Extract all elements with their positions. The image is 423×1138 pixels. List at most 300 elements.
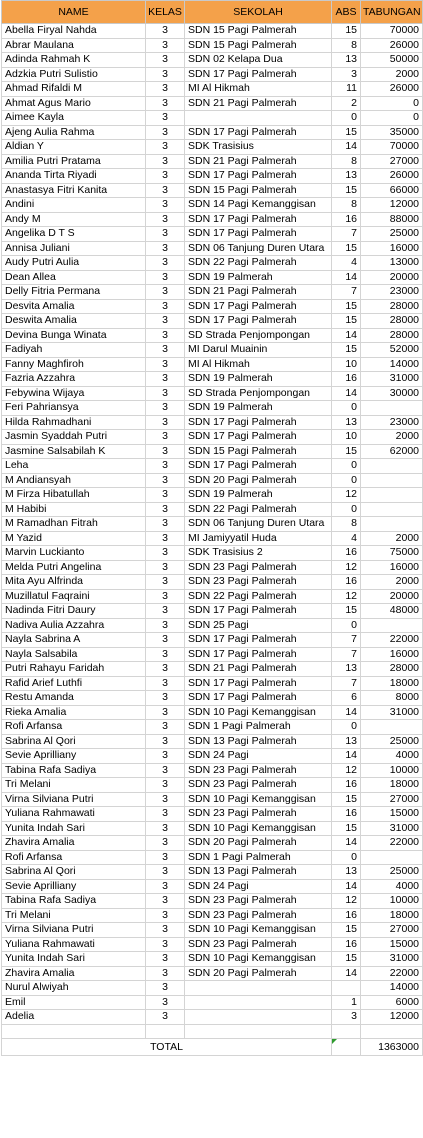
sekolah-cell[interactable] [185, 981, 332, 996]
tabungan-cell[interactable]: 4000 [361, 879, 423, 894]
name-cell[interactable]: Nurul Alwiyah [2, 981, 146, 996]
abs-cell[interactable]: 14 [332, 836, 361, 851]
sekolah-cell[interactable]: SDN 13 Pagi Palmerah [185, 865, 332, 880]
cell[interactable] [361, 1024, 423, 1039]
sekolah-cell[interactable]: SDN 1 Pagi Palmerah [185, 720, 332, 735]
kelas-cell[interactable]: 3 [146, 488, 185, 503]
kelas-cell[interactable]: 3 [146, 502, 185, 517]
abs-cell[interactable]: 13 [332, 865, 361, 880]
kelas-cell[interactable]: 3 [146, 821, 185, 836]
name-cell[interactable]: Yuliana Rahmawati [2, 807, 146, 822]
abs-cell[interactable]: 4 [332, 256, 361, 271]
tabungan-cell[interactable]: 62000 [361, 444, 423, 459]
abs-cell[interactable]: 0 [332, 401, 361, 416]
name-cell[interactable]: Febywina Wijaya [2, 386, 146, 401]
sekolah-cell[interactable]: SDN 15 Pagi Palmerah [185, 38, 332, 53]
tabungan-cell[interactable]: 23000 [361, 285, 423, 300]
sekolah-cell[interactable]: SDN 23 Pagi Palmerah [185, 575, 332, 590]
sekolah-cell[interactable]: SDN 17 Pagi Palmerah [185, 691, 332, 706]
kelas-cell[interactable]: 3 [146, 459, 185, 474]
kelas-cell[interactable]: 3 [146, 343, 185, 358]
abs-cell[interactable]: 6 [332, 691, 361, 706]
kelas-cell[interactable]: 3 [146, 67, 185, 82]
tabungan-cell[interactable] [361, 517, 423, 532]
sekolah-cell[interactable]: SDN 17 Pagi Palmerah [185, 604, 332, 619]
kelas-cell[interactable]: 3 [146, 720, 185, 735]
sekolah-cell[interactable]: SDN 23 Pagi Palmerah [185, 894, 332, 909]
kelas-cell[interactable]: 3 [146, 444, 185, 459]
tabungan-cell[interactable] [361, 459, 423, 474]
tabungan-cell[interactable]: 28000 [361, 299, 423, 314]
abs-cell[interactable]: 3 [332, 67, 361, 82]
abs-cell[interactable]: 14 [332, 879, 361, 894]
tabungan-cell[interactable]: 2000 [361, 531, 423, 546]
kelas-cell[interactable]: 3 [146, 792, 185, 807]
abs-cell[interactable]: 4 [332, 531, 361, 546]
name-cell[interactable]: M Habibi [2, 502, 146, 517]
abs-cell[interactable]: 10 [332, 430, 361, 445]
tabungan-cell[interactable]: 26000 [361, 82, 423, 97]
total-label[interactable]: TOTAL [2, 1039, 332, 1056]
tabungan-cell[interactable]: 0 [361, 111, 423, 126]
tabungan-cell[interactable]: 28000 [361, 314, 423, 329]
kelas-cell[interactable]: 3 [146, 111, 185, 126]
kelas-cell[interactable]: 3 [146, 560, 185, 575]
abs-cell[interactable]: 0 [332, 459, 361, 474]
sekolah-cell[interactable]: SDN 17 Pagi Palmerah [185, 633, 332, 648]
sekolah-cell[interactable]: SDN 22 Pagi Palmerah [185, 589, 332, 604]
name-cell[interactable]: Ahmad Rifaldi M [2, 82, 146, 97]
name-cell[interactable]: Sabrina Al Qori [2, 734, 146, 749]
name-cell[interactable]: Nadinda Fitri Daury [2, 604, 146, 619]
sekolah-cell[interactable]: SDN 23 Pagi Palmerah [185, 807, 332, 822]
abs-cell[interactable]: 16 [332, 778, 361, 793]
sekolah-cell[interactable]: SDN 10 Pagi Kemanggisan [185, 821, 332, 836]
kelas-cell[interactable]: 3 [146, 778, 185, 793]
name-cell[interactable]: Melda Putri Angelina [2, 560, 146, 575]
sekolah-cell[interactable]: SDN 10 Pagi Kemanggisan [185, 923, 332, 938]
tabungan-cell[interactable]: 13000 [361, 256, 423, 271]
sekolah-cell[interactable]: SDN 13 Pagi Palmerah [185, 734, 332, 749]
kelas-cell[interactable]: 3 [146, 894, 185, 909]
sekolah-cell[interactable]: SDN 17 Pagi Palmerah [185, 314, 332, 329]
abs-cell[interactable]: 12 [332, 560, 361, 575]
name-cell[interactable]: Rafid Arief Luthfi [2, 676, 146, 691]
abs-cell[interactable]: 12 [332, 894, 361, 909]
kelas-cell[interactable]: 3 [146, 676, 185, 691]
kelas-cell[interactable]: 3 [146, 531, 185, 546]
kelas-cell[interactable]: 3 [146, 154, 185, 169]
kelas-cell[interactable]: 3 [146, 662, 185, 677]
tabungan-cell[interactable]: 31000 [361, 952, 423, 967]
name-cell[interactable]: Angelika D T S [2, 227, 146, 242]
abs-cell[interactable]: 15 [332, 923, 361, 938]
kelas-cell[interactable]: 3 [146, 328, 185, 343]
tabungan-cell[interactable]: 26000 [361, 38, 423, 53]
kelas-cell[interactable]: 3 [146, 995, 185, 1010]
sekolah-cell[interactable]: SD Strada Penjompongan [185, 386, 332, 401]
kelas-cell[interactable]: 3 [146, 430, 185, 445]
kelas-cell[interactable]: 3 [146, 763, 185, 778]
name-cell[interactable]: Andini [2, 198, 146, 213]
abs-cell[interactable]: 15 [332, 444, 361, 459]
sekolah-cell[interactable]: SDN 14 Pagi Kemanggisan [185, 198, 332, 213]
name-cell[interactable]: M Firza Hibatullah [2, 488, 146, 503]
tabungan-cell[interactable] [361, 488, 423, 503]
sekolah-cell[interactable]: SDK Trasisius 2 [185, 546, 332, 561]
abs-cell[interactable]: 14 [332, 328, 361, 343]
kelas-cell[interactable]: 3 [146, 386, 185, 401]
kelas-cell[interactable]: 3 [146, 169, 185, 184]
kelas-cell[interactable]: 3 [146, 473, 185, 488]
tabungan-cell[interactable]: 16000 [361, 647, 423, 662]
sekolah-cell[interactable]: SDN 17 Pagi Palmerah [185, 415, 332, 430]
sekolah-cell[interactable]: MI Al Hikmah [185, 357, 332, 372]
kelas-cell[interactable]: 3 [146, 937, 185, 952]
tabungan-cell[interactable]: 27000 [361, 792, 423, 807]
name-cell[interactable]: Sevie Aprilliany [2, 749, 146, 764]
header-name[interactable]: NAME [2, 1, 146, 24]
kelas-cell[interactable]: 3 [146, 270, 185, 285]
name-cell[interactable]: Jasmine Salsabilah K [2, 444, 146, 459]
name-cell[interactable]: Annisa Juliani [2, 241, 146, 256]
abs-cell[interactable]: 16 [332, 372, 361, 387]
name-cell[interactable]: Nayla Sabrina A [2, 633, 146, 648]
sekolah-cell[interactable]: SDN 19 Palmerah [185, 488, 332, 503]
abs-cell[interactable]: 0 [332, 720, 361, 735]
sekolah-cell[interactable]: SDN 19 Palmerah [185, 270, 332, 285]
kelas-cell[interactable]: 3 [146, 633, 185, 648]
kelas-cell[interactable]: 3 [146, 415, 185, 430]
kelas-cell[interactable]: 3 [146, 299, 185, 314]
abs-cell[interactable]: 0 [332, 502, 361, 517]
kelas-cell[interactable]: 3 [146, 691, 185, 706]
sekolah-cell[interactable]: SDN 17 Pagi Palmerah [185, 125, 332, 140]
name-cell[interactable]: Fanny Maghfiroh [2, 357, 146, 372]
sekolah-cell[interactable]: SDN 10 Pagi Kemanggisan [185, 792, 332, 807]
tabungan-cell[interactable]: 27000 [361, 154, 423, 169]
tabungan-cell[interactable]: 2000 [361, 575, 423, 590]
name-cell[interactable]: Tabina Rafa Sadiya [2, 763, 146, 778]
abs-cell[interactable]: 12 [332, 589, 361, 604]
tabungan-cell[interactable]: 10000 [361, 894, 423, 909]
abs-cell[interactable]: 2 [332, 96, 361, 111]
tabungan-cell[interactable]: 18000 [361, 908, 423, 923]
name-cell[interactable]: Virna Silviana Putri [2, 923, 146, 938]
kelas-cell[interactable]: 3 [146, 314, 185, 329]
header-abs[interactable]: ABS [332, 1, 361, 24]
tabungan-cell[interactable]: 50000 [361, 53, 423, 68]
name-cell[interactable]: Hilda Rahmadhani [2, 415, 146, 430]
tabungan-cell[interactable]: 6000 [361, 995, 423, 1010]
abs-cell[interactable]: 0 [332, 618, 361, 633]
sekolah-cell[interactable]: SDN 20 Pagi Palmerah [185, 836, 332, 851]
cell[interactable] [2, 1024, 146, 1039]
sekolah-cell[interactable] [185, 111, 332, 126]
tabungan-cell[interactable]: 31000 [361, 705, 423, 720]
kelas-cell[interactable]: 3 [146, 923, 185, 938]
tabungan-cell[interactable] [361, 502, 423, 517]
cell[interactable] [185, 1024, 332, 1039]
name-cell[interactable]: Rofi Arfansa [2, 720, 146, 735]
kelas-cell[interactable]: 3 [146, 749, 185, 764]
name-cell[interactable]: Audy Putri Aulia [2, 256, 146, 271]
abs-cell[interactable]: 13 [332, 662, 361, 677]
abs-cell[interactable]: 16 [332, 546, 361, 561]
abs-cell[interactable]: 16 [332, 212, 361, 227]
abs-cell[interactable]: 16 [332, 807, 361, 822]
sekolah-cell[interactable]: SDN 17 Pagi Palmerah [185, 212, 332, 227]
abs-cell[interactable]: 7 [332, 633, 361, 648]
abs-cell[interactable]: 15 [332, 604, 361, 619]
name-cell[interactable]: Fazria Azzahra [2, 372, 146, 387]
sekolah-cell[interactable]: SDN 17 Pagi Palmerah [185, 169, 332, 184]
tabungan-cell[interactable]: 0 [361, 96, 423, 111]
sekolah-cell[interactable]: SDN 21 Pagi Palmerah [185, 154, 332, 169]
abs-cell[interactable]: 12 [332, 763, 361, 778]
name-cell[interactable]: Nayla Salsabila [2, 647, 146, 662]
abs-cell[interactable]: 14 [332, 749, 361, 764]
header-sekolah[interactable]: SEKOLAH [185, 1, 332, 24]
sekolah-cell[interactable]: SDN 19 Palmerah [185, 401, 332, 416]
tabungan-cell[interactable]: 22000 [361, 836, 423, 851]
sekolah-cell[interactable]: SDN 02 Kelapa Dua [185, 53, 332, 68]
tabungan-cell[interactable]: 16000 [361, 560, 423, 575]
kelas-cell[interactable]: 3 [146, 285, 185, 300]
sekolah-cell[interactable]: SDN 21 Pagi Palmerah [185, 96, 332, 111]
sekolah-cell[interactable]: SDN 10 Pagi Kemanggisan [185, 705, 332, 720]
abs-cell[interactable]: 0 [332, 473, 361, 488]
kelas-cell[interactable]: 3 [146, 908, 185, 923]
tabungan-cell[interactable]: 25000 [361, 734, 423, 749]
abs-cell[interactable]: 10 [332, 357, 361, 372]
abs-cell[interactable]: 14 [332, 705, 361, 720]
kelas-cell[interactable]: 3 [146, 372, 185, 387]
kelas-cell[interactable]: 3 [146, 256, 185, 271]
kelas-cell[interactable]: 3 [146, 401, 185, 416]
sekolah-cell[interactable]: MI Jamiyyatil Huda [185, 531, 332, 546]
name-cell[interactable]: Muzillatul Faqraini [2, 589, 146, 604]
sekolah-cell[interactable]: SDN 21 Pagi Palmerah [185, 285, 332, 300]
tabungan-cell[interactable]: 15000 [361, 807, 423, 822]
kelas-cell[interactable]: 3 [146, 647, 185, 662]
kelas-cell[interactable]: 3 [146, 952, 185, 967]
abs-cell[interactable]: 3 [332, 1010, 361, 1025]
tabungan-cell[interactable]: 26000 [361, 169, 423, 184]
tabungan-cell[interactable]: 15000 [361, 937, 423, 952]
tabungan-cell[interactable]: 10000 [361, 763, 423, 778]
abs-cell[interactable]: 14 [332, 140, 361, 155]
name-cell[interactable]: M Ramadhan Fitrah [2, 517, 146, 532]
sekolah-cell[interactable]: SDN 23 Pagi Palmerah [185, 908, 332, 923]
sekolah-cell[interactable]: SDN 22 Pagi Palmerah [185, 256, 332, 271]
tabungan-cell[interactable] [361, 720, 423, 735]
abs-cell[interactable]: 13 [332, 169, 361, 184]
abs-cell[interactable]: 16 [332, 908, 361, 923]
sekolah-cell[interactable]: SDN 25 Pagi [185, 618, 332, 633]
abs-cell[interactable]: 15 [332, 24, 361, 39]
tabungan-cell[interactable]: 23000 [361, 415, 423, 430]
kelas-cell[interactable]: 3 [146, 140, 185, 155]
name-cell[interactable]: Tri Melani [2, 778, 146, 793]
sekolah-cell[interactable]: SDN 21 Pagi Palmerah [185, 662, 332, 677]
abs-cell[interactable]: 0 [332, 850, 361, 865]
kelas-cell[interactable]: 3 [146, 82, 185, 97]
name-cell[interactable]: Marvin Luckianto [2, 546, 146, 561]
tabungan-cell[interactable]: 25000 [361, 227, 423, 242]
tabungan-cell[interactable]: 20000 [361, 589, 423, 604]
abs-cell[interactable]: 16 [332, 937, 361, 952]
sekolah-cell[interactable]: SDN 24 Pagi [185, 879, 332, 894]
name-cell[interactable]: Deswita Amalia [2, 314, 146, 329]
tabungan-cell[interactable]: 12000 [361, 1010, 423, 1025]
abs-cell[interactable]: 0 [332, 111, 361, 126]
tabungan-cell[interactable]: 18000 [361, 676, 423, 691]
tabungan-cell[interactable]: 2000 [361, 430, 423, 445]
abs-cell[interactable]: 15 [332, 821, 361, 836]
tabungan-cell[interactable]: 20000 [361, 270, 423, 285]
abs-cell[interactable]: 13 [332, 53, 361, 68]
abs-cell[interactable]: 15 [332, 952, 361, 967]
name-cell[interactable]: Sevie Aprilliany [2, 879, 146, 894]
sekolah-cell[interactable]: SDN 15 Pagi Palmerah [185, 183, 332, 198]
abs-cell[interactable] [332, 981, 361, 996]
kelas-cell[interactable]: 3 [146, 546, 185, 561]
name-cell[interactable]: Putri Rahayu Faridah [2, 662, 146, 677]
kelas-cell[interactable]: 3 [146, 53, 185, 68]
name-cell[interactable]: Fadiyah [2, 343, 146, 358]
tabungan-cell[interactable]: 52000 [361, 343, 423, 358]
abs-cell[interactable]: 7 [332, 676, 361, 691]
sekolah-cell[interactable]: SDN 15 Pagi Palmerah [185, 24, 332, 39]
abs-cell[interactable]: 12 [332, 488, 361, 503]
tabungan-cell[interactable] [361, 850, 423, 865]
name-cell[interactable]: Aimee Kayla [2, 111, 146, 126]
header-kelas[interactable]: KELAS [146, 1, 185, 24]
tabungan-cell[interactable]: 66000 [361, 183, 423, 198]
name-cell[interactable]: Tri Melani [2, 908, 146, 923]
sekolah-cell[interactable]: SDN 17 Pagi Palmerah [185, 647, 332, 662]
abs-cell[interactable]: 8 [332, 198, 361, 213]
name-cell[interactable]: M Yazid [2, 531, 146, 546]
kelas-cell[interactable]: 3 [146, 227, 185, 242]
sekolah-cell[interactable]: SDN 23 Pagi Palmerah [185, 937, 332, 952]
name-cell[interactable]: Devina Bunga Winata [2, 328, 146, 343]
error-indicator-cell[interactable] [332, 1039, 361, 1056]
tabungan-cell[interactable]: 12000 [361, 198, 423, 213]
abs-cell[interactable]: 14 [332, 270, 361, 285]
tabungan-cell[interactable] [361, 401, 423, 416]
kelas-cell[interactable]: 3 [146, 589, 185, 604]
tabungan-cell[interactable]: 28000 [361, 662, 423, 677]
sekolah-cell[interactable]: SDN 23 Pagi Palmerah [185, 763, 332, 778]
sekolah-cell[interactable]: SDN 17 Pagi Palmerah [185, 676, 332, 691]
name-cell[interactable]: Amilia Putri Pratama [2, 154, 146, 169]
sekolah-cell[interactable]: SDN 10 Pagi Kemanggisan [185, 952, 332, 967]
name-cell[interactable]: Feri Pahriansya [2, 401, 146, 416]
name-cell[interactable]: Mita Ayu Alfrinda [2, 575, 146, 590]
tabungan-cell[interactable]: 27000 [361, 923, 423, 938]
kelas-cell[interactable]: 3 [146, 705, 185, 720]
abs-cell[interactable]: 15 [332, 125, 361, 140]
tabungan-cell[interactable]: 48000 [361, 604, 423, 619]
name-cell[interactable]: M Andiansyah [2, 473, 146, 488]
name-cell[interactable]: Andy M [2, 212, 146, 227]
tabungan-cell[interactable] [361, 473, 423, 488]
sekolah-cell[interactable] [185, 995, 332, 1010]
sekolah-cell[interactable]: SDN 17 Pagi Palmerah [185, 459, 332, 474]
sekolah-cell[interactable]: SDN 1 Pagi Palmerah [185, 850, 332, 865]
name-cell[interactable]: Virna Silviana Putri [2, 792, 146, 807]
kelas-cell[interactable]: 3 [146, 24, 185, 39]
name-cell[interactable]: Adinda Rahmah K [2, 53, 146, 68]
cell[interactable] [146, 1024, 185, 1039]
abs-cell[interactable]: 7 [332, 647, 361, 662]
tabungan-cell[interactable]: 75000 [361, 546, 423, 561]
sekolah-cell[interactable]: SDN 19 Palmerah [185, 372, 332, 387]
sekolah-cell[interactable]: SDN 06 Tanjung Duren Utara [185, 241, 332, 256]
name-cell[interactable]: Ajeng Aulia Rahma [2, 125, 146, 140]
sekolah-cell[interactable]: SDN 23 Pagi Palmerah [185, 560, 332, 575]
tabungan-cell[interactable]: 88000 [361, 212, 423, 227]
name-cell[interactable]: Tabina Rafa Sadiya [2, 894, 146, 909]
tabungan-cell[interactable]: 14000 [361, 357, 423, 372]
name-cell[interactable]: Restu Amanda [2, 691, 146, 706]
tabungan-cell[interactable]: 31000 [361, 821, 423, 836]
sekolah-cell[interactable]: MI Al Hikmah [185, 82, 332, 97]
total-value[interactable]: 1363000 [361, 1039, 423, 1056]
sekolah-cell[interactable]: SDN 20 Pagi Palmerah [185, 473, 332, 488]
kelas-cell[interactable]: 3 [146, 96, 185, 111]
abs-cell[interactable]: 8 [332, 38, 361, 53]
tabungan-cell[interactable]: 22000 [361, 966, 423, 981]
name-cell[interactable]: Zhavira Amalia [2, 966, 146, 981]
kelas-cell[interactable]: 3 [146, 981, 185, 996]
tabungan-cell[interactable]: 8000 [361, 691, 423, 706]
tabungan-cell[interactable]: 18000 [361, 778, 423, 793]
kelas-cell[interactable]: 3 [146, 865, 185, 880]
tabungan-cell[interactable]: 16000 [361, 241, 423, 256]
name-cell[interactable]: Sabrina Al Qori [2, 865, 146, 880]
name-cell[interactable]: Anastasya Fitri Kanita [2, 183, 146, 198]
abs-cell[interactable]: 7 [332, 285, 361, 300]
sekolah-cell[interactable]: SDN 20 Pagi Palmerah [185, 966, 332, 981]
sekolah-cell[interactable]: SDN 17 Pagi Palmerah [185, 430, 332, 445]
kelas-cell[interactable]: 3 [146, 241, 185, 256]
header-tabungan[interactable]: TABUNGAN [361, 1, 423, 24]
kelas-cell[interactable]: 3 [146, 807, 185, 822]
tabungan-cell[interactable]: 25000 [361, 865, 423, 880]
tabungan-cell[interactable]: 14000 [361, 981, 423, 996]
tabungan-cell[interactable]: 35000 [361, 125, 423, 140]
abs-cell[interactable]: 15 [332, 183, 361, 198]
kelas-cell[interactable]: 3 [146, 850, 185, 865]
abs-cell[interactable]: 7 [332, 227, 361, 242]
kelas-cell[interactable]: 3 [146, 966, 185, 981]
kelas-cell[interactable]: 3 [146, 38, 185, 53]
sekolah-cell[interactable] [185, 1010, 332, 1025]
kelas-cell[interactable]: 3 [146, 125, 185, 140]
kelas-cell[interactable]: 3 [146, 734, 185, 749]
kelas-cell[interactable]: 3 [146, 357, 185, 372]
abs-cell[interactable]: 1 [332, 995, 361, 1010]
name-cell[interactable]: Desvita Amalia [2, 299, 146, 314]
kelas-cell[interactable]: 3 [146, 212, 185, 227]
abs-cell[interactable]: 14 [332, 966, 361, 981]
tabungan-cell[interactable]: 28000 [361, 328, 423, 343]
abs-cell[interactable]: 13 [332, 734, 361, 749]
tabungan-cell[interactable] [361, 618, 423, 633]
